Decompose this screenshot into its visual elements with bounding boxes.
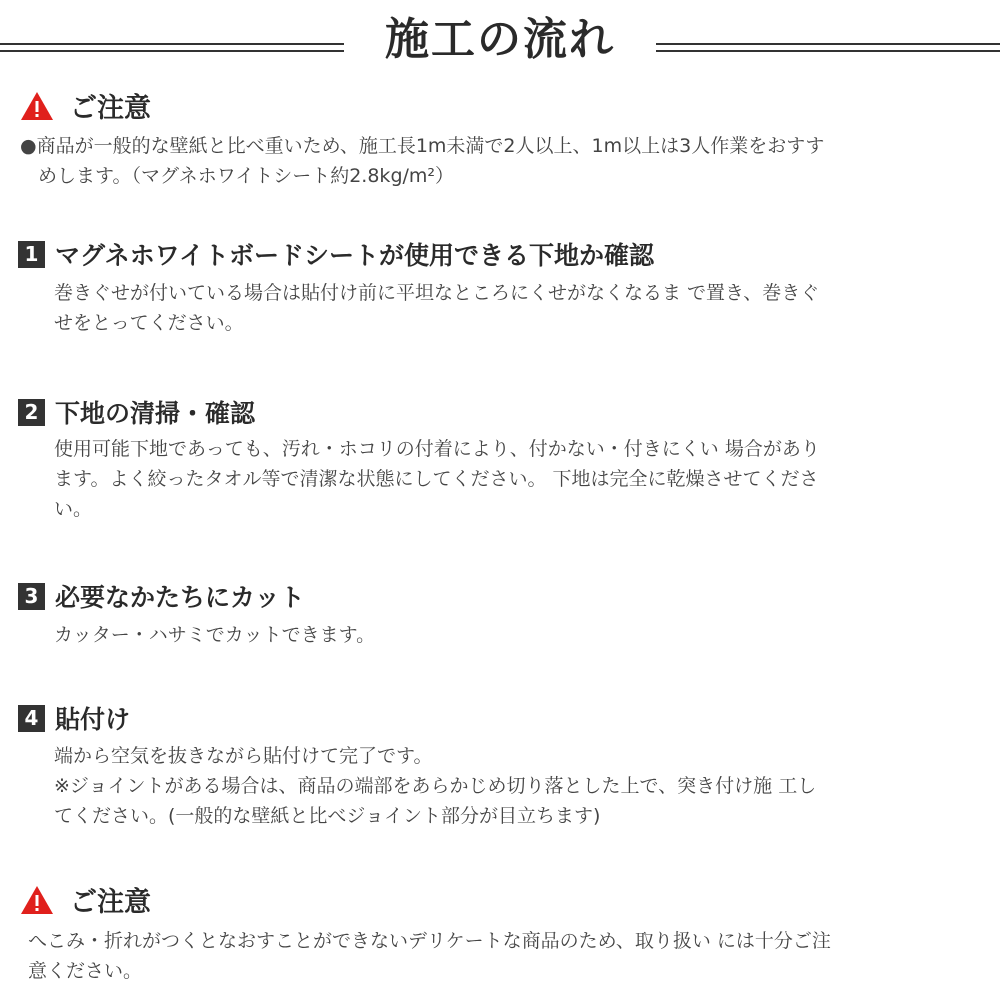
step-title: 必要なかたちにカット — [55, 583, 305, 612]
step-3-body — [54, 620, 974, 650]
bullet: ● — [20, 135, 37, 157]
warning-triangle-icon — [20, 885, 54, 915]
step-4-line-2: ※ジョイントがある場合は、商品の端部をあらかじめ切り落とした上で、突き付け施 工し — [54, 775, 817, 797]
notice-top-text — [20, 131, 980, 191]
step-2-line-2: ます。よく絞ったタオル等で清潔な状態にしてください。 下地は完全に乾燥させてくださ — [54, 468, 819, 490]
step-4-header — [18, 700, 130, 736]
header-rule-left — [0, 43, 344, 52]
step-2-line-1: 使用可能下地であっても、汚れ・ホコリの付着により、付かない・付きにくい 場合があり — [54, 438, 820, 460]
notice-top-line-1: 商品が一般的な壁紙と比べ重いため、施工長1m未満で2人以上、1m以上は3人作業をおすす — [36, 135, 825, 157]
step-2-header — [18, 394, 255, 430]
notice-top-header — [20, 86, 151, 125]
step-3-line-1: カッター・ハサミでカットできます。 — [54, 624, 376, 646]
notice-bottom-line-1: へこみ・折れがつくとなおすことができないデリケートな商品のため、取り扱い には十分ご注 — [28, 930, 831, 952]
step-number-badge: 2 — [18, 399, 45, 426]
step-number-badge: 4 — [18, 705, 45, 732]
step-title: マグネホワイトボードシートが使用できる下地か確認 — [55, 241, 655, 270]
page-title: 施工の流れ — [385, 14, 615, 65]
warning-triangle-icon — [20, 91, 54, 121]
step-1-body — [54, 278, 974, 338]
page-header — [0, 10, 1000, 70]
step-1-header — [18, 236, 654, 272]
step-title: 下地の清掃・確認 — [55, 399, 256, 428]
notice-bottom-header — [20, 880, 151, 919]
step-2-line-3: い。 — [54, 498, 93, 520]
step-title: 貼付け — [55, 705, 131, 734]
step-number-badge: 3 — [18, 583, 45, 610]
notice-top-line-2: めします。（マグネホワイトシート約2.8kg/m²） — [38, 165, 455, 187]
step-number-badge: 1 — [18, 241, 45, 268]
step-2-body — [54, 434, 974, 524]
step-1-line-1: 巻きぐせが付いている場合は貼付け前に平坦なところにくせがなくなるま で置き、巻きぐ — [54, 282, 820, 304]
notice-bottom-title: ご注意 — [70, 887, 151, 918]
step-1-line-2: せをとってください。 — [54, 312, 244, 334]
notice-top-title: ご注意 — [70, 93, 151, 124]
notice-bottom-text — [28, 926, 988, 986]
header-rule-right — [656, 43, 1000, 52]
step-3-header — [18, 578, 305, 614]
notice-bottom-line-2: 意ください。 — [28, 960, 143, 982]
step-4-line-3: てください。(一般的な壁紙と比べジョイント部分が目立ちます) — [54, 805, 601, 827]
step-4-line-1: 端から空気を抜きながら貼付けて完了です。 — [54, 745, 433, 767]
step-4-body — [54, 741, 974, 831]
